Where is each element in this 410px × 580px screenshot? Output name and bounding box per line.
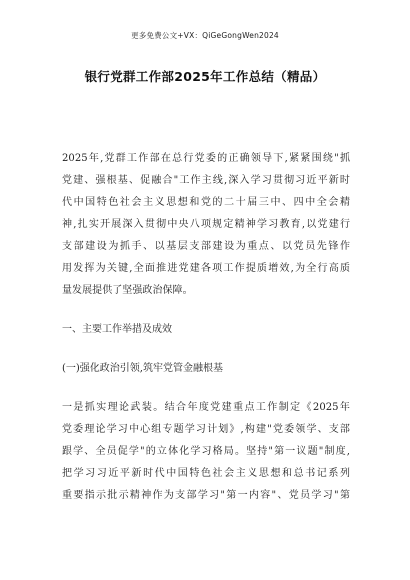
paragraph-line: 把学习习近平新时代中国特色社会主义思想和总书记系列 [62, 468, 350, 479]
paragraph-line: 党建、强根基、促融合"工作主线,深入学习贯彻习近平新时 [62, 175, 350, 186]
document-title: 银行党群工作部2025年工作总结（精品） [84, 69, 326, 84]
paragraph-line: 一是抓实理论武装。结合年度党建重点工作制定《2025年 [62, 402, 350, 413]
subsection-heading: (一)强化政治引领,筑牢党管金融根基 [62, 363, 223, 374]
paragraph-theory [62, 397, 350, 507]
paragraph-line: 神,扎实开展深入贯彻中央八项规定精神学习教育,以党建行 [62, 219, 350, 230]
paragraph-line: 2025年,党群工作部在总行党委的正确领导下,紧紧围绕"抓 [62, 153, 350, 164]
paragraph-line: 跟学、全员促学"的立体化学习格局。坚持"第一议题"制度, [62, 446, 350, 457]
header-note: 更多免费公文+VX：QiGeGongWen2024 [131, 31, 279, 40]
section-heading: 一、主要工作举措及成效 [62, 324, 172, 335]
paragraph-intro [62, 148, 350, 302]
paragraph-line: 代中国特色社会主义思想和党的二十届三中、四中全会精 [62, 197, 350, 208]
paragraph-line: 党委理论学习中心组专题学习计划》,构建"党委领学、支部 [62, 424, 350, 435]
paragraph-line: 用发挥为关键,全面推进党建各项工作提质增效,为全行高质 [62, 263, 350, 274]
paragraph-line: 支部建设为抓手、以基层支部建设为重点、以党员先锋作 [62, 241, 350, 252]
paragraph-line: 重要指示批示精神作为支部学习"第一内容"、党员学习"第 [62, 490, 350, 501]
paragraph-line: 量发展提供了坚强政治保障。 [62, 285, 193, 296]
